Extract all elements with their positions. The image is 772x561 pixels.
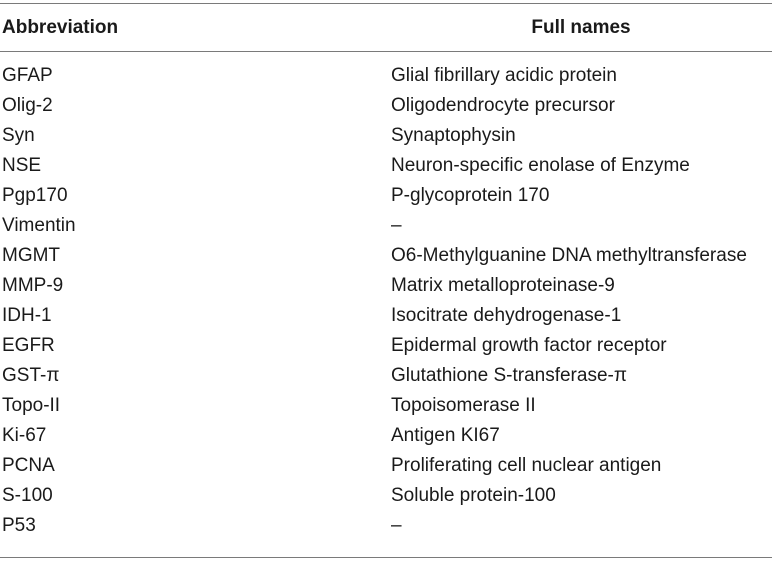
table-row xyxy=(0,124,772,154)
table-row xyxy=(0,244,772,274)
cell-full-name: Glutathione S-transferase-π xyxy=(391,365,627,386)
table-row xyxy=(0,334,772,364)
cell-full-name: O6-Methylguanine DNA methyltransferase xyxy=(391,245,747,266)
table-header-rule xyxy=(0,51,772,52)
cell-full-name: Soluble protein-100 xyxy=(391,485,556,506)
table-row xyxy=(0,454,772,484)
cell-abbreviation: Pgp170 xyxy=(2,185,68,206)
cell-full-name: – xyxy=(391,515,402,536)
cell-full-name: Antigen KI67 xyxy=(391,425,500,446)
table-body xyxy=(0,64,772,544)
cell-full-name: Topoisomerase II xyxy=(391,395,536,416)
table-row xyxy=(0,424,772,454)
table-row xyxy=(0,64,772,94)
cell-abbreviation: MMP-9 xyxy=(2,275,64,296)
table-row xyxy=(0,514,772,544)
cell-abbreviation: GFAP xyxy=(2,65,53,86)
cell-abbreviation: GST-π xyxy=(2,365,60,386)
table-row xyxy=(0,484,772,514)
cell-full-name: Proliferating cell nuclear antigen xyxy=(391,455,662,476)
cell-abbreviation: MGMT xyxy=(2,245,61,266)
table-bottom-rule xyxy=(0,557,772,558)
cell-abbreviation: Olig-2 xyxy=(2,95,53,116)
table-row xyxy=(0,94,772,124)
cell-abbreviation: Ki-67 xyxy=(2,425,47,446)
cell-abbreviation: IDH-1 xyxy=(2,305,52,326)
table-row xyxy=(0,214,772,244)
header-abbreviation: Abbreviation xyxy=(2,17,119,38)
table-top-rule xyxy=(0,3,772,4)
table-row xyxy=(0,304,772,334)
table-row xyxy=(0,274,772,304)
table-row xyxy=(0,184,772,214)
table-row xyxy=(0,394,772,424)
cell-abbreviation: PCNA xyxy=(2,455,55,476)
cell-full-name: Glial fibrillary acidic protein xyxy=(391,65,617,86)
header-full-names: Full names xyxy=(531,17,631,38)
cell-abbreviation: P53 xyxy=(2,515,36,536)
table-row xyxy=(0,154,772,184)
cell-full-name: Epidermal growth factor receptor xyxy=(391,335,667,356)
cell-abbreviation: Syn xyxy=(2,125,35,146)
cell-full-name: Neuron-specific enolase of Enzyme xyxy=(391,155,690,176)
cell-abbreviation: Vimentin xyxy=(2,215,76,236)
table-header-row xyxy=(0,8,772,48)
cell-full-name: Synaptophysin xyxy=(391,125,516,146)
cell-full-name: P-glycoprotein 170 xyxy=(391,185,550,206)
cell-abbreviation: NSE xyxy=(2,155,42,176)
cell-abbreviation: EGFR xyxy=(2,335,55,356)
cell-full-name: Oligodendrocyte precursor xyxy=(391,95,615,116)
cell-abbreviation: Topo-II xyxy=(2,395,61,416)
table-row xyxy=(0,364,772,394)
cell-full-name: Matrix metalloproteinase-9 xyxy=(391,275,615,296)
cell-full-name: – xyxy=(391,215,402,236)
cell-full-name: Isocitrate dehydrogenase-1 xyxy=(391,305,622,326)
cell-abbreviation: S-100 xyxy=(2,485,53,506)
